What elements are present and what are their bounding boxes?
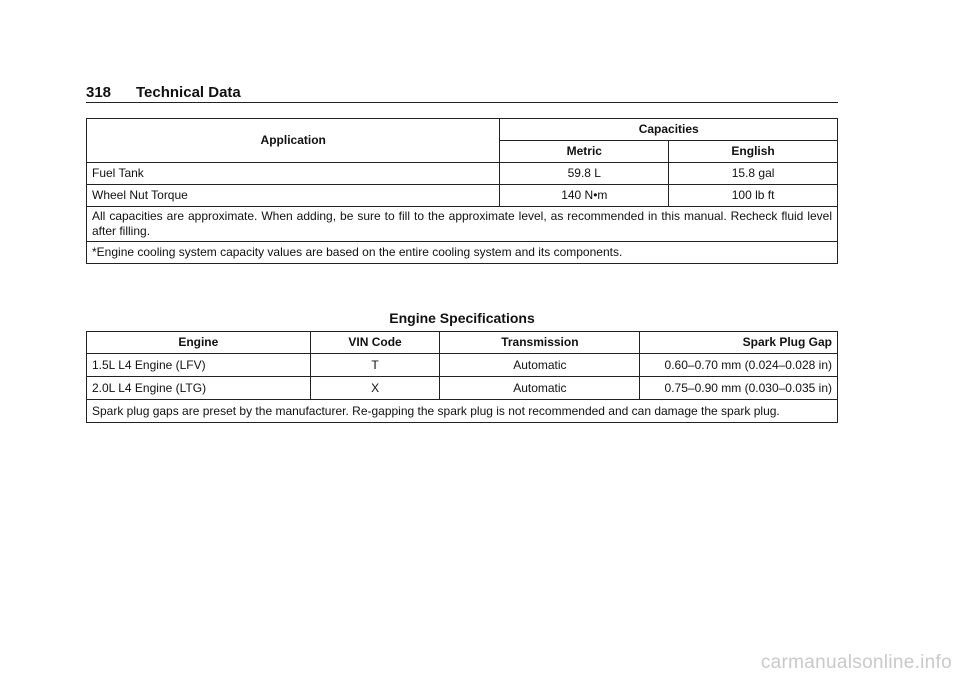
transmission-cell: Automatic xyxy=(440,377,640,400)
table-row xyxy=(87,354,838,377)
spark-plug-note: Spark plug gaps are preset by the manufacturer. Re-gapping the spark plug is not recommended and can damage the spark plug. xyxy=(87,400,838,423)
metric-cell: 140 N•m xyxy=(500,185,669,207)
section-title: Technical Data xyxy=(136,84,241,101)
capacity-note: All capacities are approximate. When adding, be sure to fill to the approximate level, as recommended in this manual. Recheck fluid level after filling. xyxy=(87,207,838,242)
spark-gap-cell: 0.60–0.70 mm (0.024–0.028 in) xyxy=(640,354,838,377)
table-row xyxy=(87,400,838,423)
watermark: carmanualsonline.info xyxy=(760,652,952,673)
table-row xyxy=(87,242,838,264)
col-capacities-header: Capacities xyxy=(500,119,838,141)
spark-gap-cell: 0.75–0.90 mm (0.030–0.035 in) xyxy=(640,377,838,400)
application-cell: Fuel Tank xyxy=(87,163,500,185)
english-cell: 15.8 gal xyxy=(669,163,838,185)
engine-cell: 2.0L L4 Engine (LTG) xyxy=(87,377,311,400)
table-row xyxy=(87,163,838,185)
engine-specs-title: Engine Specifications xyxy=(389,310,535,326)
english-cell: 100 lb ft xyxy=(669,185,838,207)
table-row xyxy=(87,207,838,242)
engine-cell: 1.5L L4 Engine (LFV) xyxy=(87,354,311,377)
vin-cell: X xyxy=(310,377,440,400)
table-row xyxy=(87,185,838,207)
table-row xyxy=(87,377,838,400)
metric-cell: 59.8 L xyxy=(500,163,669,185)
capacities-table xyxy=(86,118,838,264)
col-english-header: English xyxy=(669,141,838,163)
transmission-cell: Automatic xyxy=(440,354,640,377)
col-vin-header: VIN Code xyxy=(310,332,440,354)
engine-specs-table xyxy=(86,331,838,423)
page-number: 318 xyxy=(86,84,112,101)
vin-cell: T xyxy=(310,354,440,377)
col-application-header: Application xyxy=(87,119,500,163)
col-transmission-header: Transmission xyxy=(440,332,640,354)
cooling-note: *Engine cooling system capacity values are based on the entire cooling system and its components. xyxy=(87,242,838,264)
col-engine-header: Engine xyxy=(87,332,311,354)
col-spark-gap-header: Spark Plug Gap xyxy=(640,332,838,354)
page-header xyxy=(86,82,838,103)
col-metric-header: Metric xyxy=(500,141,669,163)
application-cell: Wheel Nut Torque xyxy=(87,185,500,207)
